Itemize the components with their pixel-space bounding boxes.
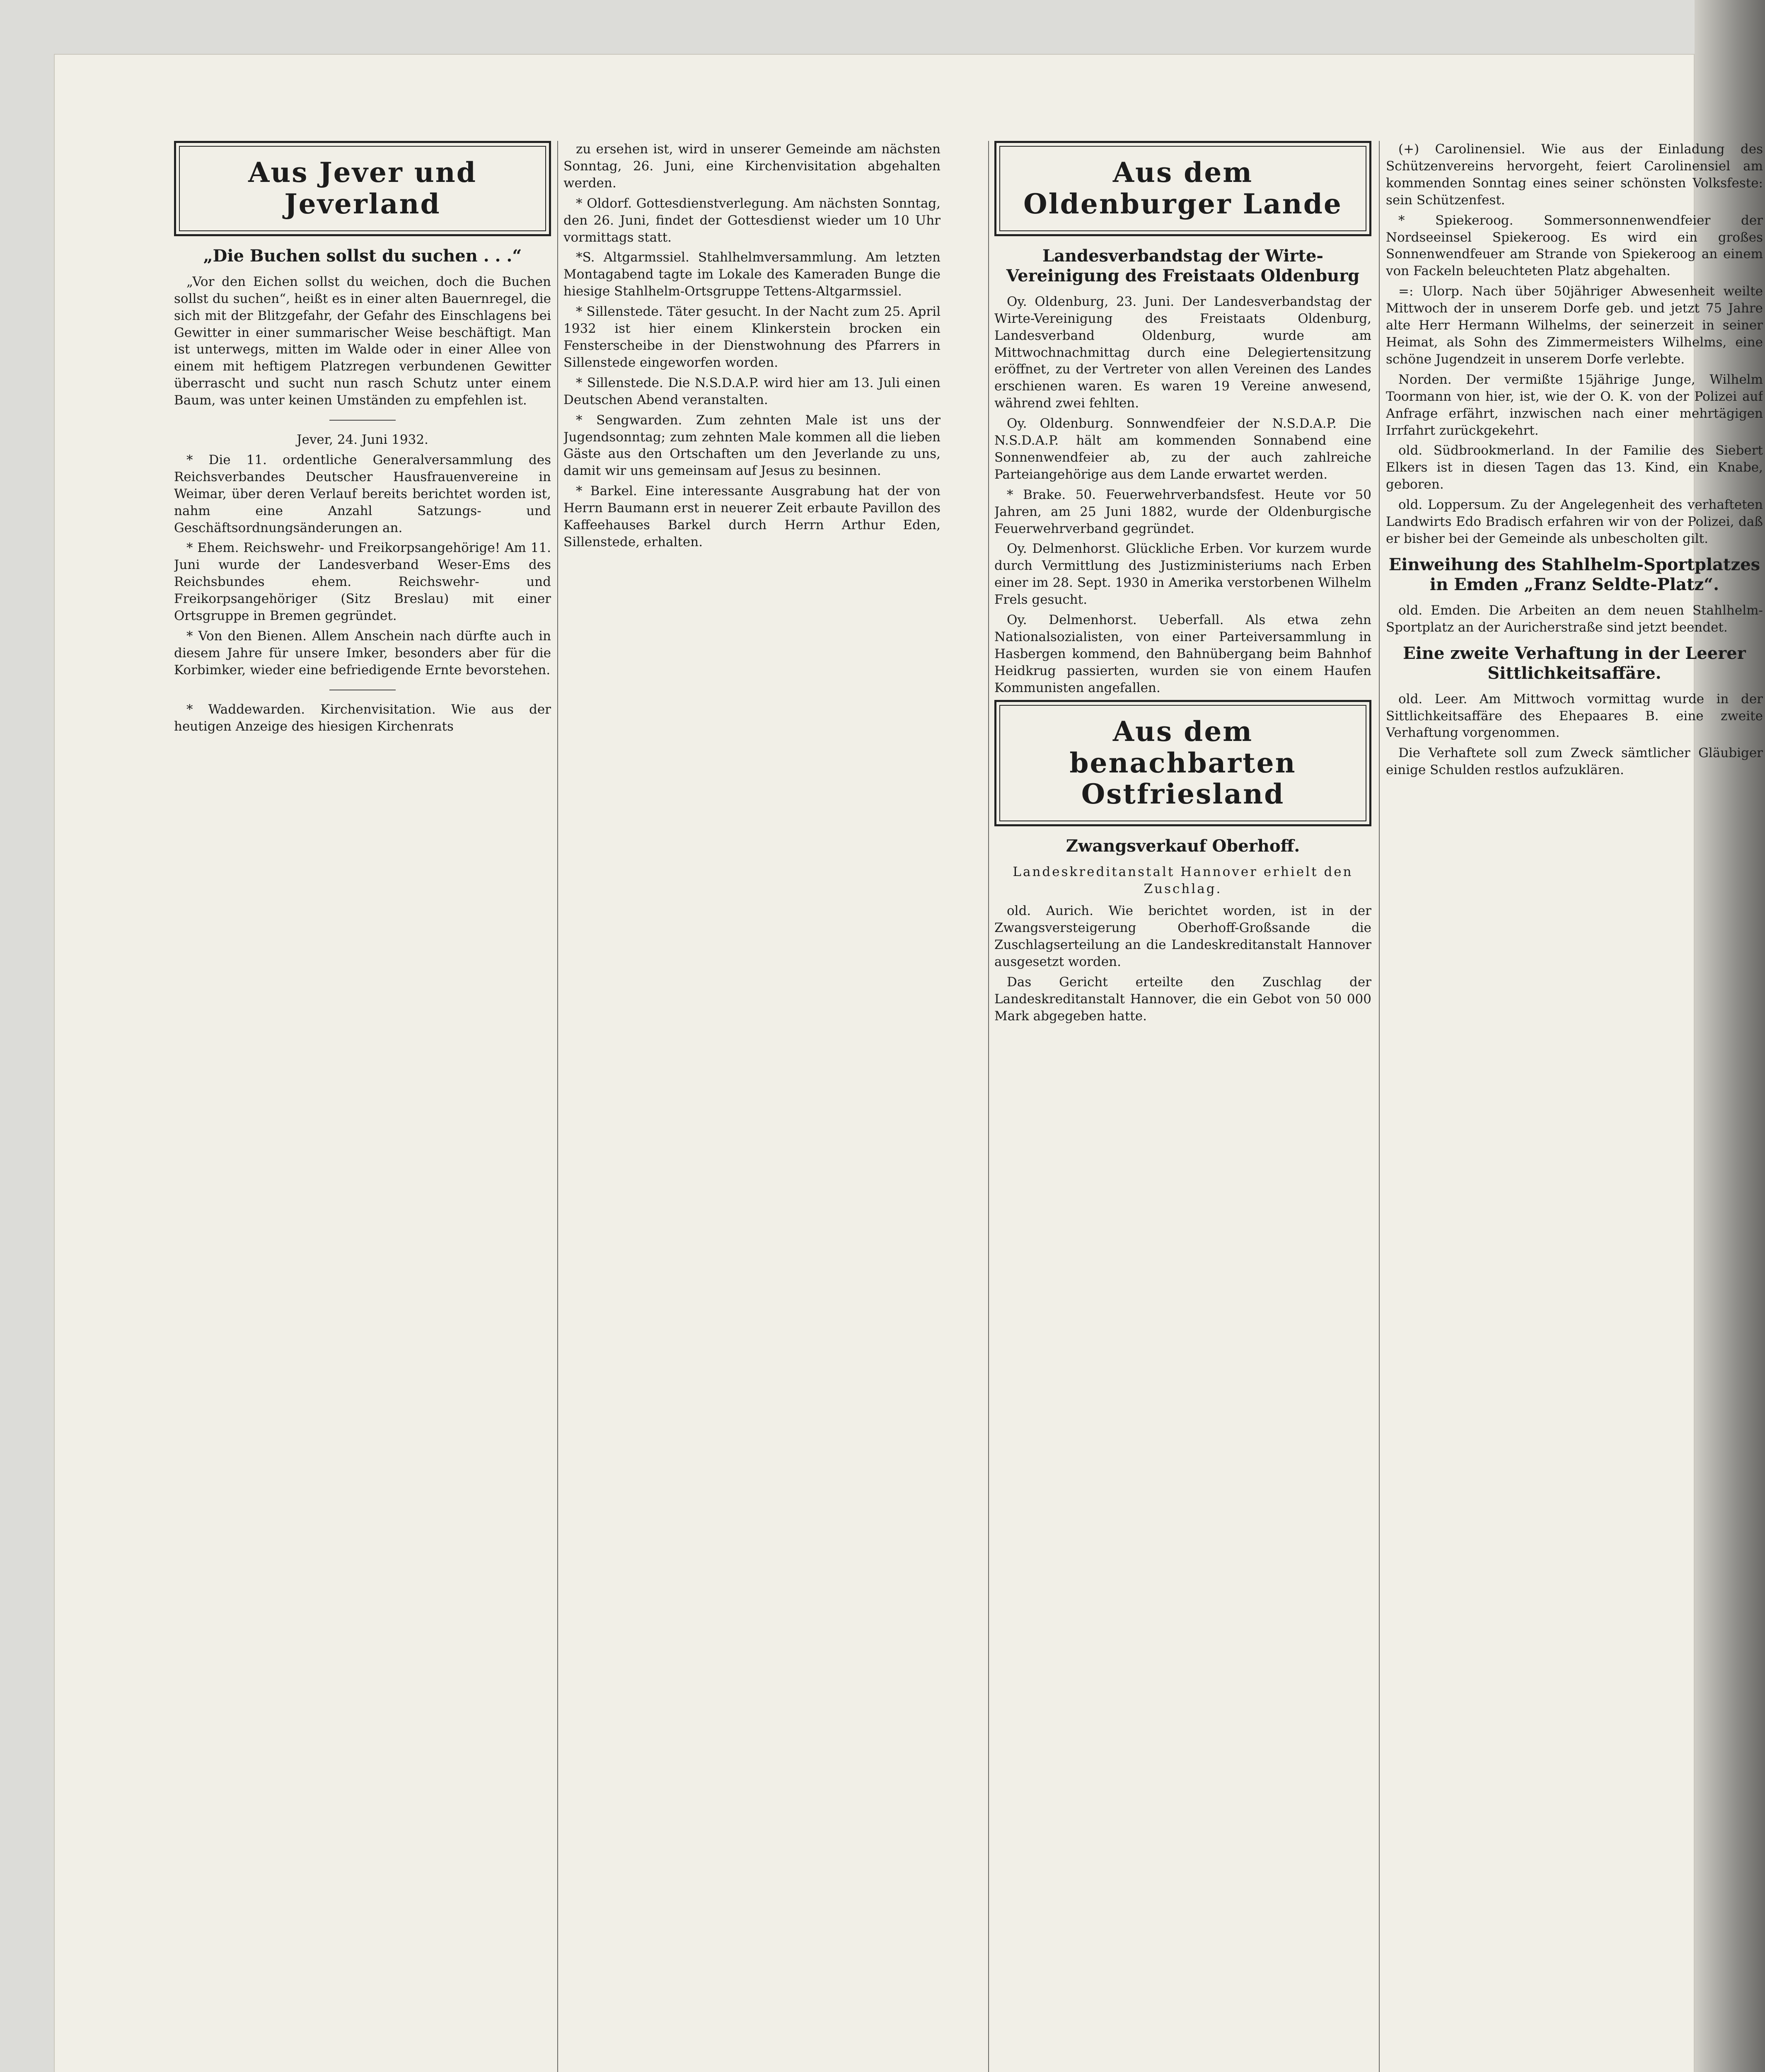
column-3 bbox=[994, 141, 1371, 2072]
article-paragraph: * Sillenstede. Täter gesucht. In der Nacht zum 25. April 1932 ist hier einem Klinkerstein brocken ein Fensterscheibe in der Dienstwohnung des Pfarrers in Sillenstede eingeworfen worden. bbox=[563, 304, 941, 370]
article-paragraph: (+) Carolinensiel. Wie aus der Einladung des Schützenvereins hervorgeht, feiert Carolinensiel am kommenden Sonntag eines seiner schönsten Volksfeste: sein Schützenfest. bbox=[1386, 142, 1763, 208]
column-rule bbox=[988, 141, 989, 2072]
article-paragraph: Oy. Delmenhorst. Ueberfall. Als etwa zehn Nationalsozialisten, von einer Parteiversammlung in Hasbergen kommend, den Bahnübergang beim Bahnhof Heidkrug passierten, wurden sie von einem Haufen Kommunisten angefallen. bbox=[994, 612, 1371, 695]
article-paragraph: old. Leer. Am Mittwoch vormittag wurde in der Sittlichkeitsaffäre des Ehepaares B. eine zweite Verhaftung vorgenommen. bbox=[1386, 691, 1763, 741]
column-1 bbox=[174, 141, 551, 2072]
column-4 bbox=[1386, 141, 1763, 2072]
article-headline: Landesverbandstag der Wirte-Vereinigung des Freistaats Oldenburg bbox=[1006, 246, 1360, 286]
article-paragraph: =: Ulorp. Nach über 50jähriger Abwesenheit weilte Mittwoch der in unserem Dorfe geb. und jetzt 75 Jahre alte Herr Hermann Wilhelms, der seinerzeit in seiner Heimat, als Sohn des Zimmermeisters Wilhelms, eine schöne Jugendzeit in unserem Dorfe verlebte. bbox=[1386, 284, 1763, 367]
article-paragraph: *S. Altgarmssiel. Stahlhelmversammlung. Am letzten Montagabend tagte im Lokale des Kameraden Bunge die hiesige Stahlhelm-Ortsgruppe Tettens-Altgarmssiel. bbox=[563, 250, 941, 299]
section-heading-box: Aus dem benachbarten Ostfriesland bbox=[994, 700, 1371, 827]
article-paragraph: * Spiekeroog. Sommersonnenwendfeier der Nordseeinsel Spiekeroog. Es wird ein großes Sonnenwendfeuer am Strande von Spiekeroog an einem von Fackeln beleuchteten Platz abgehalten. bbox=[1386, 213, 1763, 279]
article-paragraph: * Die 11. ordentliche Generalversammlung des Reichsverbandes Deutscher Hausfrauenvereine in Weimar, über deren Verlauf bereits berichtet worden ist, nahm eine Anzahl Satzungs- und Geschäftsordnungsänderungen an. bbox=[174, 452, 551, 535]
article-headline: Eine zweite Verhaftung in der Leerer Sittlichkeitsaffäre. bbox=[1403, 643, 1746, 683]
section-heading-box: Aus Jever und Jeverland bbox=[174, 141, 551, 236]
article-paragraph: * Waddewarden. Kirchenvisitation. Wie aus der heutigen Anzeige des hiesigen Kirchenrats bbox=[174, 702, 551, 734]
article-paragraph: Oy. Oldenburg. Sonnwendfeier der N.S.D.A.P. Die N.S.D.A.P. hält am kommenden Sonnabend eine Sonnenwendfeier ab, zu der auch zahlreiche Parteiangehörige aus dem Lande erwartet werden. bbox=[994, 416, 1371, 482]
article-paragraph: * Sillenstede. Die N.S.D.A.P. wird hier am 13. Juli einen Deutschen Abend veranstalten. bbox=[563, 375, 941, 407]
article-headline: „Die Buchen sollst du suchen . . .“ bbox=[203, 246, 522, 266]
column-rule bbox=[557, 141, 558, 2072]
article-paragraph: Oy. Delmenhorst. Glückliche Erben. Vor kurzem wurde durch Vermittlung des Justizministeriums nach Erben einer im 28. Sept. 1930 in Amerika verstorbenen Wilhelm Frels gesucht. bbox=[994, 541, 1371, 608]
column-2 bbox=[563, 141, 941, 2072]
article-paragraph: * Ehem. Reichswehr- und Freikorpsangehörige! Am 11. Juni wurde der Landesverband Weser-Ems des Reichsbundes ehem. Reichswehr- und Freikorpsangehöriger (Sitz Breslau) mit einer Ortsgruppe in Bremen gegründet. bbox=[174, 540, 551, 624]
article-paragraph: * Oldorf. Gottesdienstverlegung. Am nächsten Sonntag, den 26. Juni, findet der Gottesdienst wieder um 10 Uhr vormittags statt. bbox=[563, 196, 941, 245]
article-paragraph: old. Loppersum. Zu der Angelegenheit des verhafteten Landwirts Edo Bradisch erfahren wir von der Polizei, daß er bisher bei der Gemeinde als unbescholten gilt. bbox=[1386, 497, 1763, 546]
divider bbox=[329, 420, 396, 421]
article-paragraph: Das Gericht erteilte den Zuschlag der Landeskreditanstalt Hannover, die ein Gebot von 50 000 Mark abgegeben hatte. bbox=[994, 974, 1371, 1024]
article-paragraph: old. Aurich. Wie berichtet worden, ist in der Zwangsversteigerung Oberhoff-Großsande die Zuschlagserteilung an die Landeskreditanstalt Hannover ausgesetzt worden. bbox=[994, 903, 1371, 969]
article-paragraph: old. Südbrookmerland. In der Familie des Siebert Elkers ist in diesen Tagen das 13. Kind, ein Knabe, geboren. bbox=[1386, 443, 1763, 492]
article-headline: Einweihung des Stahlhelm-Sportplatzes in Emden „Franz Seldte-Platz“. bbox=[1388, 554, 1760, 594]
article-paragraph: * Brake. 50. Feuerwehrverbandsfest. Heute vor 50 Jahren, am 25 Juni 1882, wurde der Oldenburgische Feuerwehrverband gegründet. bbox=[994, 487, 1371, 536]
article-paragraph: * Von den Bienen. Allem Anschein nach dürfte auch in diesem Jahre für unsere Imker, besonders aber für die Korbimker, wieder eine befriedigende Ernte bevorstehen. bbox=[174, 629, 551, 678]
article-paragraph: * Sengwarden. Zum zehnten Male ist uns der Jugendsonntag; zum zehnten Male kommen all die lieben Gäste aus den Ortschaften um den Jeverlande zu uns, damit wir uns gemeinsam auf Jesus zu besinnen. bbox=[563, 412, 941, 479]
article-paragraph: old. Emden. Die Arbeiten an dem neuen Stahlhelm-Sportplatz an der Auricherstraße sind jetzt beendet. bbox=[1386, 603, 1763, 635]
article-paragraph: * Barkel. Eine interessante Ausgrabung hat der von Herrn Baumann erst in neuerer Zeit erbaute Pavillon des Kaffeehauses Barkel durch Herrn Arthur Eden, Sillenstede, erhalten. bbox=[563, 484, 941, 549]
section-heading-box: Aus dem Oldenburger Lande bbox=[994, 141, 1371, 236]
article-headline: Zwangsverkauf Oberhoff. bbox=[1066, 836, 1300, 856]
dateline: Jever, 24. Juni 1932. bbox=[297, 432, 428, 448]
article-paragraph: Die Verhaftete soll zum Zweck sämtlicher Gläubiger einige Schulden restlos aufzuklären. bbox=[1386, 746, 1763, 778]
article-subheadline: Landeskreditanstalt Hannover erhielt den Zuschlag. bbox=[1013, 864, 1353, 897]
article-paragraph: Norden. Der vermißte 15jährige Junge, Wilhelm Toormann von hier, ist, wie der O. K. von der Polizei auf Anfrage erfährt, inzwischen nach einer mehrtägigen Irrfahrt zurückgekehrt. bbox=[1386, 372, 1763, 438]
article-paragraph: zu ersehen ist, wird in unserer Gemeinde am nächsten Sonntag, 26. Juni, eine Kirchenvisitation abgehalten werden. bbox=[563, 142, 941, 191]
column-rule bbox=[1379, 141, 1380, 2072]
article-paragraph: Oy. Oldenburg, 23. Juni. Der Landesverbandstag der Wirte-Vereinigung des Freistaats Oldenburg, Landesverband Oldenburg, wurde am Mittwochnachmittag durch eine Delegiertensitzung eröffnet, zu der Vertreter von allen Vereinen des Landes erschienen waren. Es waren 19 Vereine anwesend, während zwei fehlten. bbox=[994, 294, 1371, 411]
article-paragraph: „Vor den Eichen sollst du weichen, doch die Buchen sollst du suchen“, heißt es in einer alten Bauernregel, die sich mit der Blitzgefahr, der Gefahr des Einschlagens bei Gewitter in einer summarischer Weise beschäftigt. Man ist unterwegs, mitten im Walde oder in einer Allee von einem mit heftigem Platzregen verbundenen Gewitter überrascht und sucht nun rasch Schutz unter einem Baum, was unter keinen Umständen zu empfehlen ist. bbox=[174, 274, 551, 408]
